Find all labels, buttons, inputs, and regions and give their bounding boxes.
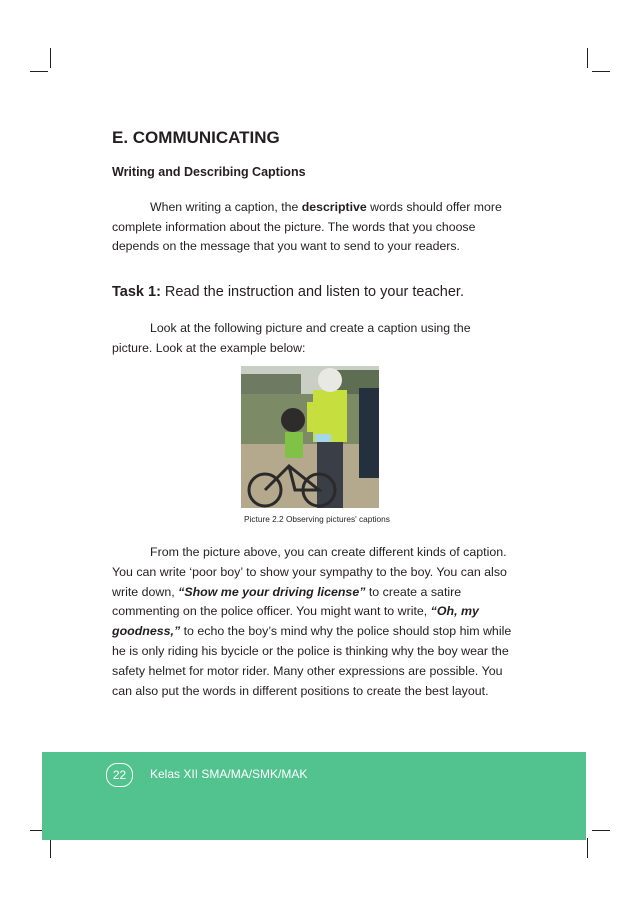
figure-caption: Picture 2.2 Observing pictures' captions	[244, 514, 390, 524]
intro-bold-word: descriptive	[301, 200, 367, 214]
subheading: Writing and Describing Captions	[112, 165, 306, 179]
quote-oh-my-goodness: “Oh, my goodness,”	[112, 604, 479, 639]
section-heading: E. COMMUNICATING	[112, 128, 280, 147]
task-label: Task 1:	[112, 284, 161, 300]
task-text: Read the instruction and listen to your teacher.	[160, 284, 464, 300]
intro-paragraph: When writing a caption, the descriptive words should offer more complete information about the picture. The words that you choose depends on the message that you want to send to your readers.	[112, 200, 502, 254]
crop-mark	[30, 71, 48, 72]
crop-mark	[587, 838, 588, 858]
instruction-paragraph: Look at the following picture and create a caption using the picture. Look at the example below:	[112, 321, 471, 355]
crop-mark	[592, 71, 610, 72]
crop-mark	[592, 830, 610, 831]
quote-driving-license: “Show me your driving license”	[178, 584, 366, 599]
task-line	[112, 284, 464, 300]
crop-mark	[587, 48, 588, 68]
body-paragraph: From the picture above, you can create different kinds of caption. You can write ‘poor boy’ to show your sympathy to the boy. You can also write down, “Show me your driving license” to create a satire commenting on the police officer. You might want to write, “Oh, my goodness,” to echo the boy’s mind why the police should stop him while he is only riding his bycicle or the police is thinking why the boy wear the safety helmet for motor rider. Many other expressions are possible. You can also put the words in different positions to create the best layout.	[112, 545, 512, 698]
crop-mark	[50, 48, 51, 68]
page-number: 22	[106, 763, 133, 787]
photo-illustration	[241, 366, 379, 508]
crop-mark	[50, 838, 51, 858]
footer-text: Kelas XII SMA/MA/SMK/MAK	[150, 767, 308, 781]
figure-photo	[241, 366, 379, 508]
